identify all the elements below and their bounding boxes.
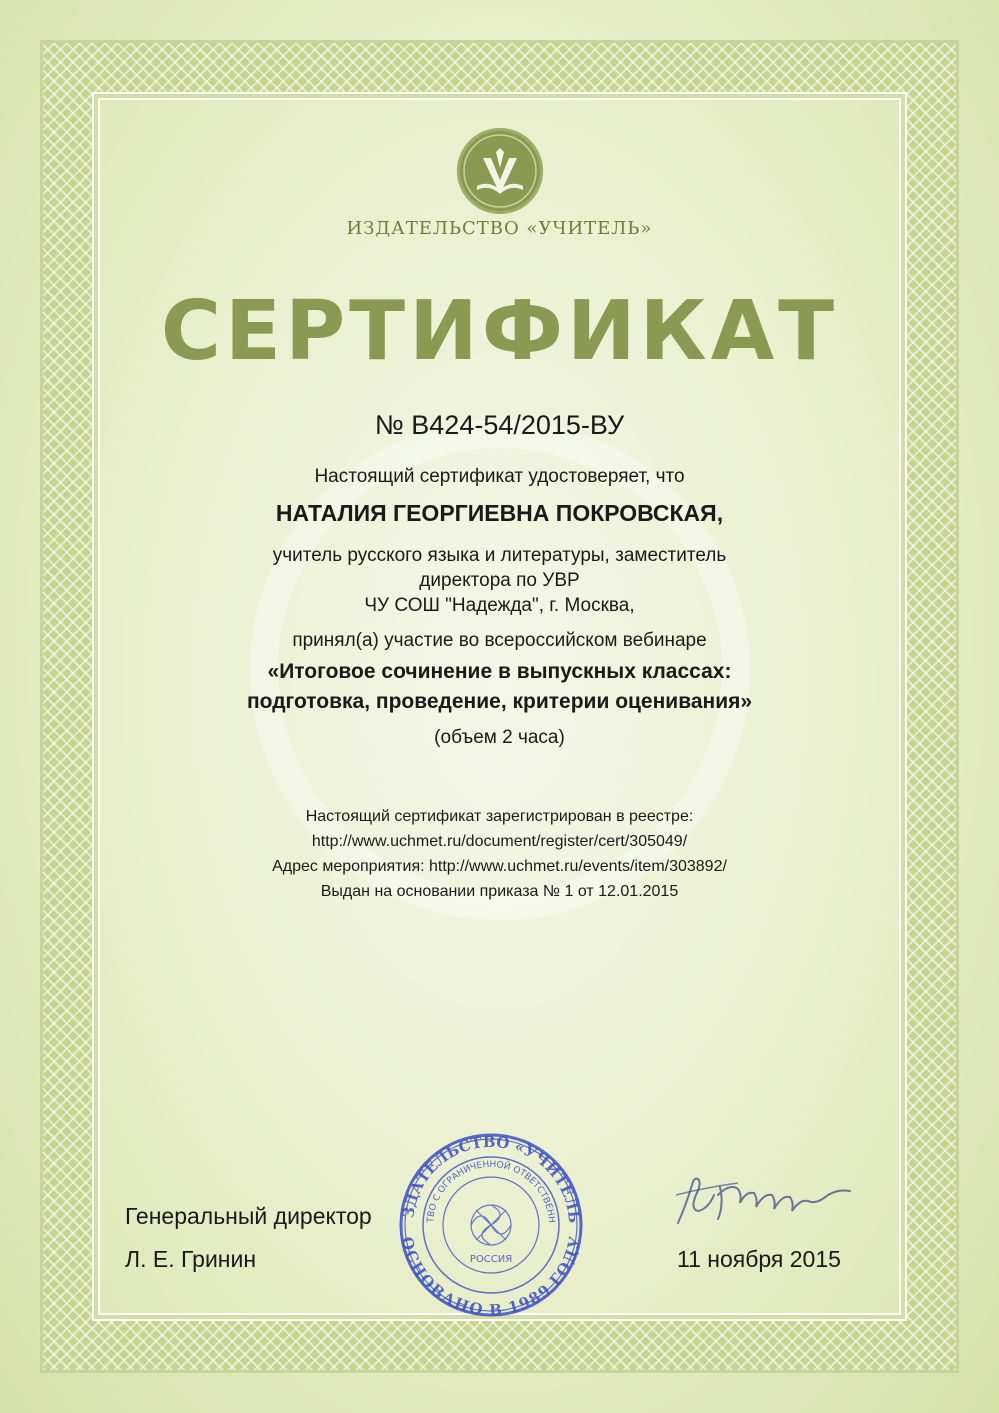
publisher-name: ИЗДАТЕЛЬСТВО «УЧИТЕЛЬ» bbox=[346, 218, 653, 239]
order-basis: Выдан на основании приказа № 1 от 12.01.2015 bbox=[320, 883, 679, 900]
signatory-title: Генеральный директор bbox=[125, 1203, 372, 1229]
certifies-text: Настоящий сертификат удостоверяет, что bbox=[314, 466, 685, 487]
recipient-name: НАТАЛИЯ ГЕОРГИЕВНА ПОКРОВСКАЯ, bbox=[275, 500, 724, 526]
volume-text: (объем 2 часа) bbox=[434, 727, 565, 748]
certificate-title: СЕРТИФИКАТ bbox=[160, 284, 839, 379]
svg-text:РОССИЯ: РОССИЯ bbox=[469, 1254, 513, 1265]
organization-line: ЧУ СОШ "Надежда", г. Москва, bbox=[364, 595, 635, 616]
position-line: директора по УВР bbox=[419, 570, 580, 591]
event-address: Адрес мероприятия: http://www.uchmet.ru/events/item/303892/ bbox=[272, 858, 727, 875]
registry-line: Настоящий сертификат зарегистрирован в реестре: bbox=[305, 808, 694, 825]
svg-text:ОСНОВАНО В 1989 ГОДУ: ОСНОВАНО В 1989 ГОДУ bbox=[398, 1235, 584, 1318]
signatory-name: Л. Е. Гринин bbox=[125, 1246, 257, 1272]
issue-date: 11 ноября 2015 bbox=[677, 1246, 841, 1272]
registry-url: http://www.uchmet.ru/document/register/cert/305049/ bbox=[311, 833, 688, 850]
certificate-number: № В424-54/2015-ВУ bbox=[374, 410, 625, 440]
director-signature-icon bbox=[668, 1165, 868, 1240]
svg-text:ИЗДАТЕЛЬСТВО «УЧИТЕЛЬ»: ЗДАТЕЛЬСТВО «УЧИТЕЛЬ bbox=[399, 1132, 584, 1224]
participation-text: принял(а) участие во всероссийском вебинаре bbox=[292, 630, 707, 651]
svg-text:ОБЩЕСТВО С ОГРАНИЧЕННОЙ ОТВЕТС: ТВО С ОГРАНИЧЕННОЙ ОТВЕТСТВЕНН bbox=[425, 1159, 557, 1224]
position-line: учитель русского языка и литературы, заместитель bbox=[272, 545, 727, 566]
publisher-logo-icon bbox=[457, 128, 543, 214]
seal-stamp-icon bbox=[398, 1132, 584, 1323]
webinar-title-line: «Итоговое сочинение в выпускных классах: bbox=[267, 660, 732, 683]
webinar-title-line: подготовка, проведение, критерии оценивания» bbox=[246, 690, 753, 713]
